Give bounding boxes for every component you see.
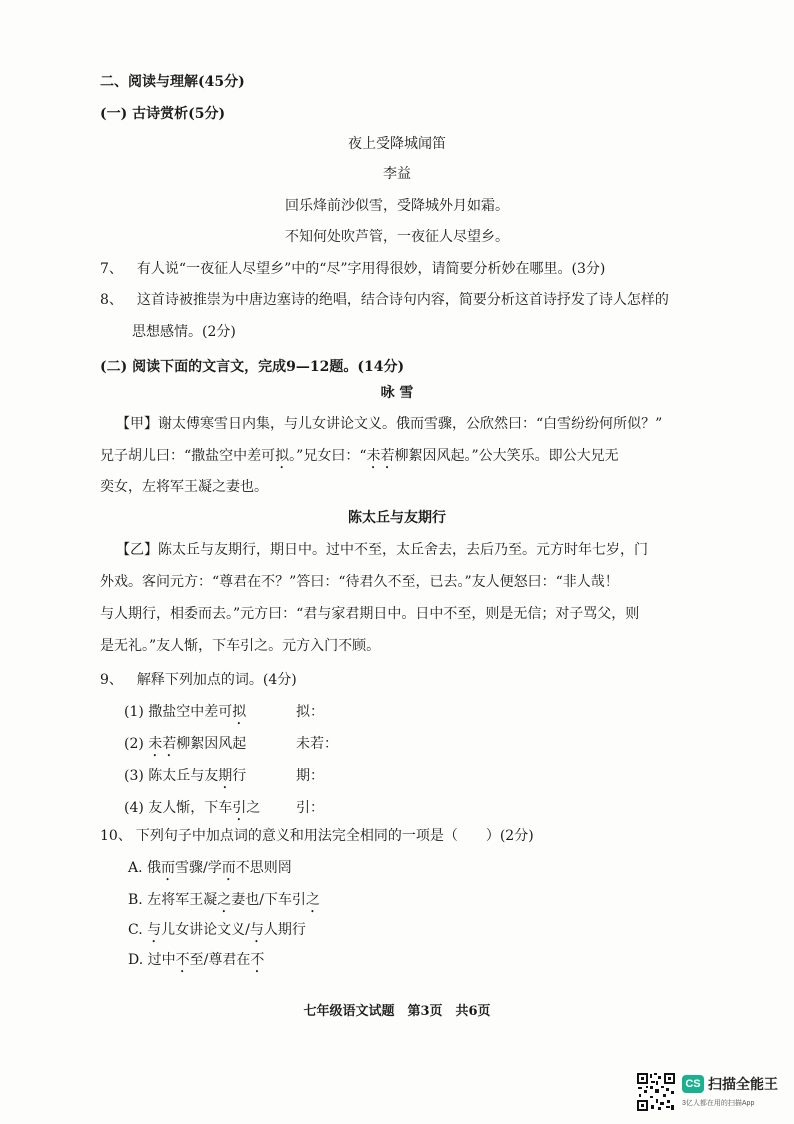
q10-option-c	[128, 920, 306, 946]
option-text: 儿女讲论文义/	[161, 922, 250, 938]
question-10-text: 下列句子中加点词的意义和用法完全相同的一项是（ ）(2分)	[135, 828, 534, 844]
q9-item-3	[124, 766, 246, 792]
poem-line-1: 回乐烽前沙似雪，受降城外月如霜。	[285, 198, 509, 214]
dotted-word: 而	[221, 860, 236, 876]
dotted-word: 与	[249, 922, 264, 938]
option-label: A.	[128, 860, 143, 876]
option-text: 妻也/下车引	[231, 892, 306, 908]
q9-item-label: (4)	[124, 800, 144, 816]
q9-item-label: (2)	[124, 736, 144, 752]
option-text: 左将军王凝	[147, 892, 218, 908]
option-label: B.	[128, 892, 143, 908]
q9-answer-2: 未若：	[296, 736, 338, 752]
passage-b-line-4: 是无礼。”友人惭，下车引之。元方入门不顾。	[100, 638, 381, 654]
dotted-word: 而	[161, 860, 176, 876]
q10-option-a	[128, 858, 292, 884]
question-10-number: 10、	[100, 828, 132, 844]
question-10	[100, 826, 534, 846]
dotted-word: 拟	[275, 448, 290, 464]
dotted-word: 未若	[148, 736, 177, 752]
question-8-number: 8、	[100, 292, 123, 308]
q9-item-text: 行	[232, 768, 247, 784]
dotted-word: 期	[218, 768, 233, 784]
q10-option-d	[128, 950, 264, 976]
passage-a-text: 兄子胡儿曰：“撒盐空中差可	[100, 448, 276, 464]
question-7-text: 有人说“一夜征人尽望乡”中的“尽”字用得很妙，请简要分析妙在哪里。(3分)	[136, 261, 606, 277]
q9-item-1	[124, 702, 246, 728]
poem-title: 夜上受降城闻笛	[348, 136, 446, 152]
option-text: 俄	[147, 860, 162, 876]
q9-answer-4: 引：	[296, 800, 324, 816]
option-text: 至/尊君在	[189, 952, 251, 968]
option-text: 不思则罔	[235, 860, 292, 876]
section-title: 二、阅读与理解(45分)	[100, 74, 245, 90]
question-8-text: 这首诗被推崇为中唐边塞诗的绝唱，结合诗句内容，简要分析这首诗抒发了诗人怎样的	[136, 292, 669, 308]
q9-answer-1: 拟：	[296, 704, 324, 720]
q9-item-label: (3)	[124, 768, 144, 784]
passage-b-line-2: 外戏。客问元方：“尊君在不？”答曰：“待君久不至，已去。”友人便怒曰：“非人哉！	[100, 574, 619, 590]
q9-item-4	[124, 798, 260, 824]
passage-a-text: 。”兄女曰：“	[289, 448, 367, 464]
question-7	[100, 259, 605, 279]
camscanner-logo-icon: CS	[682, 1075, 704, 1093]
passage-b-title: 陈太丘与友期行	[348, 510, 446, 526]
dotted-word: 引	[232, 800, 247, 816]
dotted-word: 之	[305, 892, 320, 908]
passage-a-line-3: 奕女，左将军王凝之妻也。	[100, 479, 268, 495]
poem-author: 李益	[383, 166, 411, 182]
q9-item-text: 撒盐空中差可	[148, 704, 233, 720]
dotted-word: 不	[250, 952, 265, 968]
question-9-number: 9、	[100, 672, 123, 688]
q9-item-text: 陈太丘与友	[148, 768, 219, 784]
dotted-word: 拟	[232, 704, 247, 720]
option-text: 雪骤/学	[175, 860, 222, 876]
dotted-word: 未若	[366, 448, 395, 464]
camscanner-tagline: 3亿人都在用的扫描App	[682, 1100, 755, 1107]
q10-option-b	[128, 890, 320, 916]
option-text: 人期行	[263, 922, 306, 938]
camscanner-name: 扫描全能王	[708, 1076, 778, 1092]
q9-item-text: 友人惭，下车	[148, 800, 233, 816]
part1-heading: (一) 古诗赏析(5分)	[100, 106, 226, 122]
q9-item-text: 柳絮因风起	[176, 736, 247, 752]
q9-item-label: (1)	[124, 704, 144, 720]
passage-a-text: 柳絮因风起。”公大笑乐。即公大兄无	[394, 448, 619, 464]
dotted-word: 不	[175, 952, 190, 968]
q9-item-2	[124, 734, 246, 760]
qr-code-icon	[636, 1072, 676, 1112]
question-7-number: 7、	[100, 261, 123, 277]
option-text: 过中	[147, 952, 176, 968]
dotted-word: 与	[147, 922, 162, 938]
passage-a-line-2	[100, 446, 619, 472]
q9-item-text: 之	[246, 800, 261, 816]
part2-heading: (二) 阅读下面的文言文，完成9—12题。(14分)	[100, 359, 405, 375]
option-label: D.	[128, 952, 144, 968]
dotted-word: 之	[217, 892, 232, 908]
passage-b-line-1: 【乙】陈太丘与友期行，期日中。过中不至，太丘舍去，去后乃至。元方时年七岁，门	[116, 542, 648, 558]
passage-b-line-3: 与人期行，相委而去。”元方曰：“君与家君期日中。日中不至，则是无信；对子骂父，则	[100, 606, 640, 622]
page-footer: 七年级语文试题 第3页 共6页	[303, 1004, 491, 1019]
question-8-text-cont: 思想感情。(2分)	[132, 324, 236, 340]
poem-line-2: 不知何处吹芦管，一夜征人尽望乡。	[285, 229, 509, 245]
question-9	[100, 670, 297, 690]
passage-a-line-1: 【甲】谢太傅寒雪日内集，与儿女讲论文义。俄而雪骤，公欣然曰：“白雪纷纷何所似？”	[116, 416, 663, 432]
option-label: C.	[128, 922, 143, 938]
q9-answer-3: 期：	[296, 768, 324, 784]
passage-a-title: 咏 雪	[380, 385, 414, 401]
question-9-text: 解释下列加点的词。(4分)	[136, 672, 297, 688]
question-8	[100, 290, 669, 310]
